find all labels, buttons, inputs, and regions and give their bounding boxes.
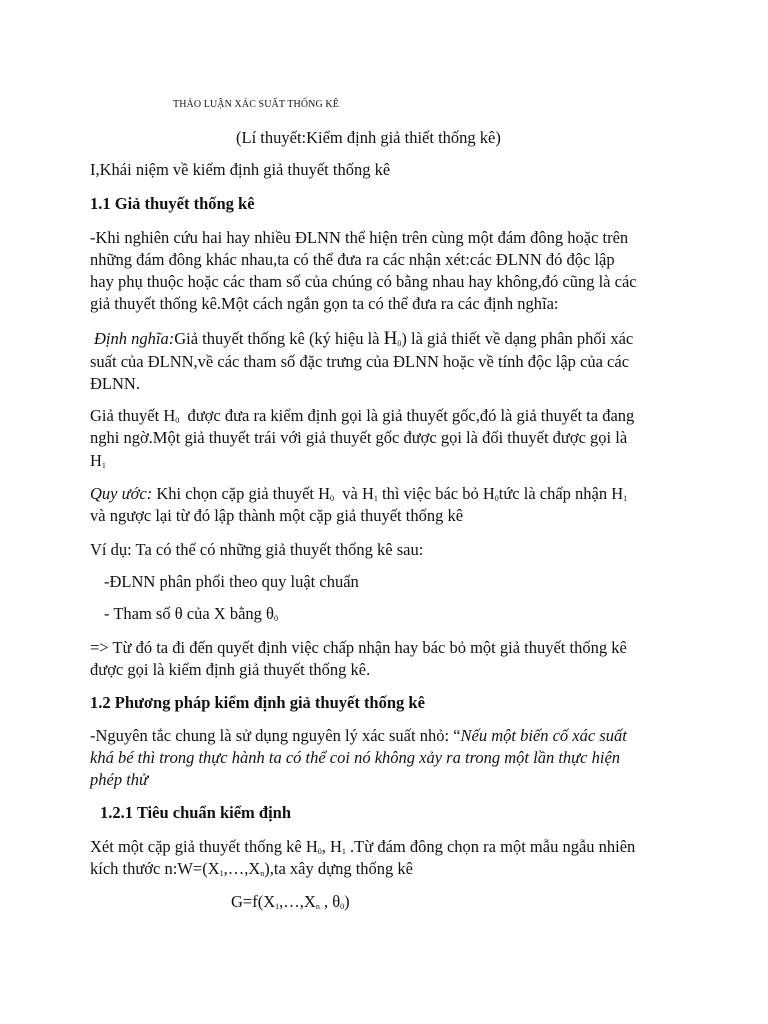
text-line: những đám đông khác nhau,ta có thể đưa ra các nhận xét:các ĐLNN đó độc lập: [90, 250, 615, 269]
text-line: [94, 328, 633, 350]
subscript: 1: [275, 902, 280, 911]
text-line: ĐLNN.: [90, 374, 140, 393]
text-line: được gọi là kiểm định giả thuyết thống kê.: [90, 660, 371, 679]
text-line: và ngược lại từ đó lập thành một cặp giả thuyết thống kê: [90, 506, 464, 525]
text-span: và H: [334, 484, 374, 503]
section-heading-1: I,Khái niệm về kiểm định giả thuyết thống kê: [90, 160, 391, 179]
definition-label: Định nghĩa:: [94, 329, 175, 348]
text-span: Giả thuyết thống kê (ký hiệu là: [174, 329, 384, 348]
text-span: , θ: [319, 892, 341, 911]
text-line: => Từ đó ta đi đến quyết định việc chấp nhận hay bác bỏ một giả thuyết thống kê: [90, 638, 627, 657]
text-span: .Từ đám đông chọn ra một mẫu ngẫu nhiên: [345, 837, 636, 856]
subscript: 0: [330, 494, 335, 503]
heading-1-1: 1.1 Giả thuyết thống kê: [90, 194, 255, 213]
text-span: ),ta xây dựng thống kê: [264, 859, 413, 878]
text-span: tức là chấp nhận H: [498, 484, 624, 503]
text-line: khá bé thì trong thực hành ta có thể coi nó không xảy ra trong một lần thực hiện: [90, 748, 621, 767]
text-span: Xét một cặp giả thuyết thống kê H: [90, 837, 318, 856]
example-item: [104, 603, 278, 625]
subscript: 1: [341, 847, 346, 856]
text-span: được đưa ra kiểm định gọi là giả thuyết gốc,đó là giả thuyết ta đang: [179, 406, 635, 425]
subscript: 1: [623, 494, 628, 503]
text-line: giả thuyết thống kê.Một cách ngắn gọn ta có thể đưa ra các định nghĩa:: [90, 294, 559, 313]
text-line: [90, 405, 634, 427]
text-line: hay phụ thuộc hoặc các tham số của chúng có bằng nhau hay không,đó cũng là các: [90, 272, 637, 291]
text-span: ) là giả thiết về dạng phân phối xác: [401, 329, 634, 348]
text-span: ): [344, 892, 350, 911]
text-span: , H: [321, 837, 342, 856]
text-line: -Khi nghiên cứu hai hay nhiều ĐLNN thể hiện trên cùng một đám đông hoặc trên: [90, 228, 629, 247]
convention-label: Quy ước:: [90, 484, 153, 503]
text-line: suất của ĐLNN,về các tham số đặc trưng của ĐLNN hoặc về tính độc lập của các: [90, 352, 630, 371]
subscript: 0: [175, 416, 180, 425]
text-span: Khi chọn cặp giả thuyết H: [152, 484, 331, 503]
text-line: [90, 725, 627, 747]
text-span: ,…,X: [223, 859, 261, 878]
text-line: [90, 858, 413, 880]
document-header: THẢO LUẬN XÁC SUẤT THỐNG KÊ: [173, 99, 339, 110]
formula-statistic: [231, 891, 350, 913]
example-intro: Ví dụ: Ta có thể có những giả thuyết thống kê sau:: [90, 540, 424, 559]
subscript: 0: [397, 339, 402, 348]
subscript: 0: [273, 614, 278, 623]
heading-1-2-1: 1.2.1 Tiêu chuẩn kiểm định: [100, 803, 292, 822]
text-line: [90, 450, 106, 472]
text-span: G=f(X: [231, 892, 276, 911]
heading-1-2: 1.2 Phương pháp kiểm định giả thuyết thống kê: [90, 693, 425, 712]
subscript: n: [315, 902, 320, 911]
subscript: 1: [101, 461, 106, 470]
subscript: 0: [494, 494, 499, 503]
text-span: thì việc bác bỏ H: [377, 484, 495, 503]
text-span: Giả thuyết H: [90, 406, 176, 425]
subscript: 0: [340, 902, 345, 911]
subscript: n: [260, 869, 265, 878]
subscript: 1: [373, 494, 378, 503]
text-span: kích thước n:W=(X: [90, 859, 220, 878]
text-span: H: [90, 451, 102, 470]
text-span: Nếu một biến cố xác suất: [460, 726, 627, 745]
subscript: 1: [219, 869, 224, 878]
text-span: -Nguyên tắc chung là sử dụng nguyên lý xác suất nhỏ: “: [90, 726, 461, 745]
text-span: H: [383, 328, 398, 349]
text-line: [90, 836, 635, 858]
text-line: [90, 483, 627, 505]
document-subtitle: (Lí thuyết:Kiểm định giả thiết thống kê): [236, 128, 501, 147]
subscript: 0: [317, 847, 322, 856]
text-span: ,…,X: [279, 892, 316, 911]
text-line: phép thử: [90, 770, 149, 789]
text-span: - Tham số θ của X bằng θ: [104, 604, 274, 623]
example-item: -ĐLNN phân phối theo quy luật chuẩn: [104, 572, 359, 591]
text-line: nghi ngờ.Một giả thuyết trái với giả thuyết gốc được gọi là đối thuyết được gọi là: [90, 428, 628, 447]
